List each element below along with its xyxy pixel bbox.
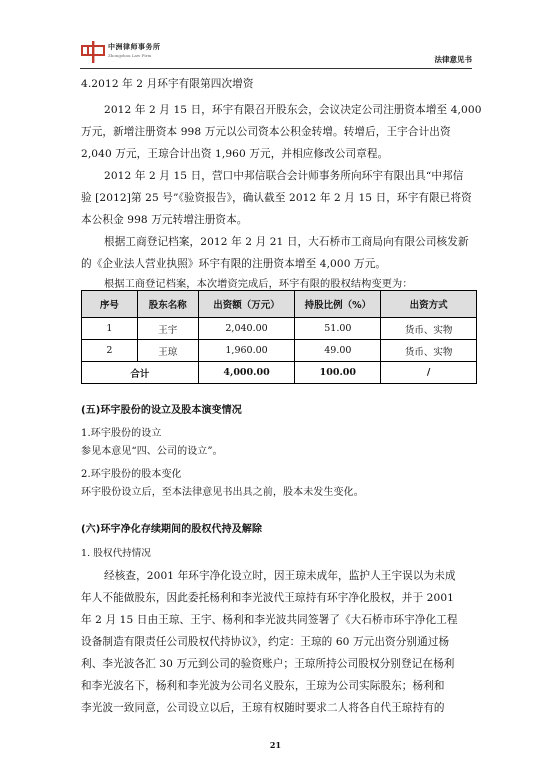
firm-logo-icon xyxy=(80,40,106,64)
table-cell: 51.00 xyxy=(295,318,381,340)
table-cell: 合计 xyxy=(82,362,199,384)
para-line: 万元，新增注册资本 998 万元以公司资本公积金转增。转增后，王宇合计出资 xyxy=(81,126,451,138)
para-line: 验 [2012]第 25 号”《验资报告》，确认截至 2012 年 2 月 15 日，环宇有限已将资 xyxy=(81,192,472,204)
table-header-row xyxy=(82,291,477,318)
para-line: 根据工商登记档案，本次增资完成后，环宇有限的股权结构变更为： xyxy=(104,279,413,290)
table-cell: 49.00 xyxy=(295,340,381,362)
para-line: 和李光波名下，杨利和李光波为公司名义股东，王琼为公司实际股东；杨利和 xyxy=(81,680,445,692)
section-6-title: (六)环宇净化存续期间的股权代持及解除 xyxy=(81,524,263,535)
para-line: 年 2 月 15 日由王琼、王宇、杨利和李光波共同签署了《大石桥市环宇净化工程 xyxy=(81,614,458,626)
firm-name: 中洲律师事务所 xyxy=(108,42,161,51)
section-4-title: 4.2012 年 2 月环宇有限第四次增资 xyxy=(81,78,254,90)
para-line: 年人不能做股东，因此委托杨利和李光波代王琼持有环宇净化股权，并于 2001 xyxy=(81,592,455,604)
para-line: 2,040 万元，王琼合计出资 1,960 万元，并相应修改公司章程。 xyxy=(81,148,389,160)
para-line: 根据工商登记档案，2012 年 2 月 21 日，大石桥市工商局向有限公司核发新 xyxy=(104,236,469,248)
table-total-row xyxy=(82,362,477,384)
para-line: 利、李光波各汇 30 万元到公司的验资账户；王琼所持公司股权分别登记在杨利 xyxy=(81,658,455,670)
para-line: 的《企业法人营业执照》环宇有限的注册资本增至 4,000 万元。 xyxy=(81,258,387,270)
table-header-cell: 出资额（万元） xyxy=(198,291,295,318)
page-header xyxy=(80,40,472,69)
table-cell: 2,040.00 xyxy=(198,318,295,340)
table-cell: 王宇 xyxy=(137,318,198,340)
table-cell: 2 xyxy=(82,340,138,362)
table-row xyxy=(82,340,477,362)
table-cell: 货币、实物 xyxy=(381,318,477,340)
para-line: 经核查，2001 年环宇净化设立时，因王琼未成年，监护人王宇误以为未成 xyxy=(104,570,456,582)
para-line: 环宇股份设立后，至本法律意见书出具之前，股本未发生变化。 xyxy=(81,487,364,498)
subsection-title: 1.环宇股份的设立 xyxy=(81,428,162,439)
subsection-title: 2.环宇股份的股本变化 xyxy=(81,469,182,480)
table-cell: 100.00 xyxy=(295,362,381,384)
para-line: 设备制造有限责任公司股权代持协议》，约定：王琼的 60 万元出资分别通过杨 xyxy=(81,636,450,648)
para-line: 2012 年 2 月 15 日，环宇有限召开股东会，会议决定公司注册资本增至 4,000 xyxy=(104,104,482,116)
table-cell: 1 xyxy=(82,318,138,340)
equity-structure-table xyxy=(81,290,477,384)
page-number: 21 xyxy=(269,740,282,750)
para-line: 李光波一致同意，公司设立以后，王琼有权随时要求二人将各自代王琼持有的 xyxy=(81,702,445,714)
table-cell: 1,960.00 xyxy=(198,340,295,362)
subsection-title: 1. 股权代持情况 xyxy=(81,548,151,559)
para-line: 参见本意见“四、公司的设立”。 xyxy=(81,446,223,457)
table-header-cell: 持股比例（%） xyxy=(295,291,381,318)
table-header-cell: 股东名称 xyxy=(137,291,198,318)
section-5-title: (五)环宇股份的设立及股本演变情况 xyxy=(81,405,242,416)
document-type: 法律意见书 xyxy=(434,55,472,64)
table-cell: 货币、实物 xyxy=(381,340,477,362)
table-cell: 4,000.00 xyxy=(198,362,295,384)
firm-name-english: Zhongzhou Law Firm xyxy=(108,53,152,58)
para-line: 本公积金 998 万元转增注册资本。 xyxy=(81,214,248,226)
table-row xyxy=(82,318,477,340)
table-header-cell: 序号 xyxy=(82,291,138,318)
table-cell: / xyxy=(381,362,477,384)
para-line: 2012 年 2 月 15 日，营口中邦信联合会计师事务所向环宇有限出具“中邦信 xyxy=(104,170,464,182)
table-cell: 王琼 xyxy=(137,340,198,362)
table-header-cell: 出资方式 xyxy=(381,291,477,318)
